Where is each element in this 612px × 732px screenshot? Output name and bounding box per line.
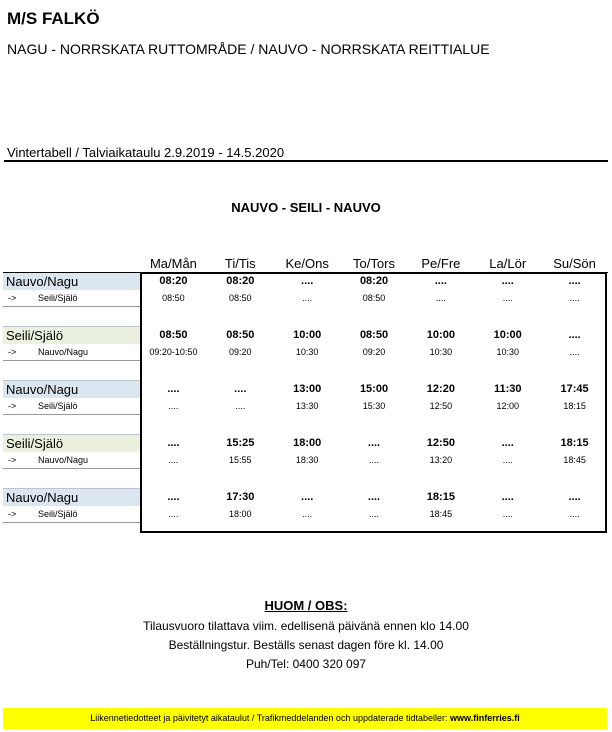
departure-time: 17:45	[560, 383, 589, 395]
footer-text: Liikennetiedotteet ja päivitetyt aikataulut / Trafikmeddelanden och uppdaterade tidtabeller:	[90, 713, 451, 723]
departure-row	[3, 326, 608, 344]
departure-time: 13:00	[293, 383, 322, 395]
departure-time: 08:50	[159, 329, 188, 341]
destination-label	[3, 344, 140, 361]
arrival-time: 13:30	[295, 401, 319, 411]
departure-time: ....	[568, 491, 581, 503]
arrival-time: 10:30	[429, 347, 453, 357]
section-spacer	[3, 307, 608, 326]
departure-time: 10:00	[493, 329, 522, 341]
note-line: Tilausvuoro tilattava viim. edellisenä päivänä ennen klo 14.00	[143, 619, 469, 633]
arrival-time: ....	[502, 455, 513, 465]
departure-time: 17:30	[226, 491, 255, 503]
departure-time: ....	[367, 491, 381, 503]
departure-time: 15:00	[359, 383, 389, 395]
period-divider	[4, 160, 608, 162]
page-title: M/S FALKÖ	[7, 9, 100, 28]
origin-label: Nauvo/Nagu	[3, 380, 140, 398]
departure-time: 08:20	[226, 275, 255, 287]
arrival-time: 15:55	[229, 455, 252, 465]
footer-link[interactable]: www.finferries.fi	[450, 713, 520, 723]
section-spacer	[3, 415, 608, 434]
departure-row	[3, 272, 608, 290]
departure-time: ....	[434, 275, 447, 287]
departure-time: ....	[568, 329, 581, 341]
note-line: Beställningstur. Beställs senast dagen före kl. 14.00	[168, 638, 444, 652]
arrow-indicator: ->	[8, 347, 17, 357]
arrival-time: 18:45	[563, 455, 586, 465]
departure-row	[3, 380, 608, 398]
destination-label	[3, 398, 140, 415]
arrival-time: 08:50	[362, 293, 386, 303]
departure-time: 15:25	[226, 437, 255, 449]
arrival-time: 18:15	[563, 401, 586, 411]
departure-time: 12:20	[426, 383, 455, 395]
destination-name: Seili/Själö	[38, 293, 78, 303]
departure-time: 18:00	[293, 437, 322, 449]
departure-time: 18:15	[560, 437, 589, 449]
departure-time: ....	[167, 437, 180, 449]
arrival-time: ....	[502, 293, 513, 303]
departure-time: ....	[301, 275, 314, 287]
arrival-time: 08:50	[162, 293, 185, 303]
arrival-time: 13:20	[429, 455, 453, 465]
destination-label	[3, 452, 140, 469]
timetable-period: Vintertabell / Talviaikataulu 2.9.2019 - 14.5.2020	[7, 145, 285, 160]
arrival-time: 09:20-10:50	[149, 347, 198, 357]
departure-time: ....	[568, 275, 581, 287]
arrival-time: 12:50	[429, 401, 453, 411]
arrival-time: 09:20	[229, 347, 252, 357]
departure-time: ....	[234, 383, 247, 395]
arrival-time: 18:30	[295, 455, 319, 465]
origin-label: Nauvo/Nagu	[3, 488, 140, 506]
departure-time: ....	[167, 491, 180, 503]
timetable	[3, 272, 608, 523]
notes-heading: HUOM / OBS:	[264, 598, 348, 613]
arrival-time: ....	[369, 455, 380, 465]
day-header: Ke/Ons	[285, 256, 329, 271]
arrival-time: ....	[569, 347, 580, 357]
arrival-time: ....	[168, 509, 179, 519]
origin-label: Nauvo/Nagu	[3, 272, 140, 290]
departure-time: 08:50	[359, 329, 389, 341]
destination-label	[3, 506, 140, 523]
destination-label	[3, 290, 140, 307]
departure-time: 18:15	[426, 491, 455, 503]
footer-banner	[3, 708, 607, 729]
arrival-time: 18:45	[429, 509, 453, 519]
departure-time: 11:30	[493, 383, 522, 395]
arrival-time: ....	[302, 293, 313, 303]
arrival-row	[3, 290, 608, 307]
day-header: La/Lör	[489, 256, 527, 271]
departure-time: 10:00	[293, 329, 322, 341]
departure-time: 08:50	[226, 329, 255, 341]
arrival-time: 10:30	[496, 347, 519, 357]
arrival-row	[3, 398, 608, 415]
departure-time: 08:20	[359, 275, 389, 287]
departure-time: ....	[301, 491, 314, 503]
arrival-time: ....	[168, 401, 179, 411]
departure-row	[3, 434, 608, 452]
departure-time: ....	[501, 437, 514, 449]
arrival-time: ....	[569, 509, 580, 519]
destination-name: Nauvo/Nagu	[38, 347, 89, 357]
arrow-indicator: ->	[8, 293, 17, 303]
arrival-time: 10:30	[295, 347, 319, 357]
day-header: Ma/Mån	[149, 256, 197, 271]
arrival-time: ....	[569, 293, 580, 303]
table-title: NAUVO - SEILI - NAUVO	[231, 200, 381, 215]
arrival-time: 08:50	[229, 293, 252, 303]
departure-time: 10:00	[426, 329, 455, 341]
header-underline	[3, 272, 608, 273]
note-line: Puh/Tel: 0400 320 097	[245, 657, 367, 671]
arrival-time: ....	[235, 401, 246, 411]
day-header: Su/Sön	[553, 256, 596, 271]
arrival-row	[3, 506, 608, 523]
day-header: To/Tors	[353, 256, 395, 271]
arrival-row	[3, 344, 608, 361]
destination-name: Nauvo/Nagu	[38, 455, 89, 465]
departure-time: ....	[167, 383, 180, 395]
arrival-time: ....	[369, 509, 380, 519]
destination-name: Seili/Själö	[38, 401, 78, 411]
departure-time: 08:20	[159, 275, 188, 287]
origin-label: Seili/Själö	[3, 326, 140, 344]
departure-time: ....	[501, 491, 514, 503]
section-spacer	[3, 469, 608, 488]
departure-row	[3, 488, 608, 506]
arrival-row	[3, 452, 608, 469]
arrival-time: ....	[302, 509, 313, 519]
departure-time: ....	[367, 437, 381, 449]
destination-name: Seili/Själö	[38, 509, 78, 519]
arrival-time: 09:20	[362, 347, 386, 357]
arrival-time: ....	[502, 509, 513, 519]
arrival-time: ....	[168, 455, 179, 465]
day-header: Ti/Tis	[224, 256, 256, 271]
departure-time: 12:50	[426, 437, 455, 449]
origin-label: Seili/Själö	[3, 434, 140, 452]
arrival-time: 12:00	[496, 401, 519, 411]
arrow-indicator: ->	[8, 509, 17, 519]
day-header-row	[140, 256, 608, 272]
arrival-time: 15:30	[362, 401, 386, 411]
arrival-time: 18:00	[229, 509, 252, 519]
arrival-time: ....	[435, 293, 446, 303]
day-header: Pe/Fre	[421, 256, 461, 271]
section-spacer	[3, 361, 608, 380]
arrow-indicator: ->	[8, 455, 17, 465]
route-area: NAGU - NORRSKATA RUTTOMRÅDE / NAUVO - NORRSKATA REITTIALUE	[7, 41, 490, 57]
departure-time: ....	[501, 275, 514, 287]
arrow-indicator: ->	[8, 401, 17, 411]
